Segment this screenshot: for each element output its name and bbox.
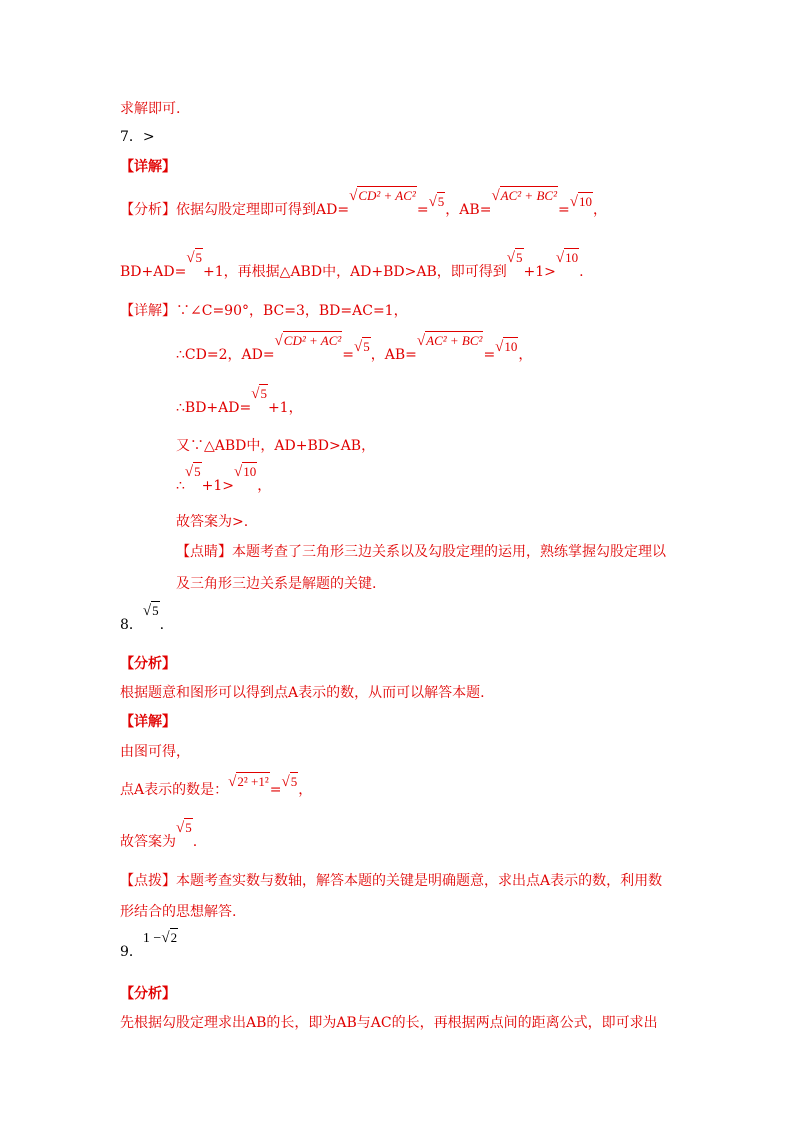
analysis-heading-2: 【分析】 xyxy=(120,986,176,1002)
radical: √5 xyxy=(184,464,201,480)
radical: √10 xyxy=(569,194,592,210)
radical: √5 xyxy=(251,386,267,402)
analysis-line: 【分析】依据勾股定理即可得到AD=√CD² + AC²=√5，AB=√AC² + BC²=√10， xyxy=(120,188,607,218)
radical: √5 xyxy=(186,250,203,266)
radical: √5 xyxy=(142,603,159,619)
comment-line: 【点睛】本题考查了三角形三边关系以及勾股定理的运用，熟练掌握勾股定理以 xyxy=(176,544,666,560)
detail-text-2: 点A表示的数是：√2² +1²=√5， xyxy=(120,774,313,798)
detail-heading: 【详解】 xyxy=(120,714,176,730)
question-7-answer: 7．> xyxy=(120,129,155,145)
analysis-text: 【分析】依据勾股定理即可得到AD= xyxy=(120,202,350,218)
text-line: 求解即可. xyxy=(120,101,181,117)
radical: √CD² + AC² xyxy=(349,188,416,204)
detail-conclusion-2: 故答案为√5. xyxy=(120,820,198,850)
hint-line: 【点拨】本题考查实数与数轴，解答本题的关键是明确题意，求出点A表示的数，利用数 xyxy=(120,873,663,889)
detail-heading: 【详解】 xyxy=(120,159,176,175)
radical: √2 xyxy=(161,930,178,946)
radical: √AC² + BC² xyxy=(416,333,483,349)
radical: √10 xyxy=(555,250,579,266)
detail-line-3: ∴BD+AD=√5+1， xyxy=(176,386,303,416)
question-8-answer: 8．√5. xyxy=(120,603,165,633)
detail-line: 【详解】∵∠C=90°，BC=3，BD=AC=1， xyxy=(120,303,408,319)
detail-line-2: ∴CD=2，AD=√CD² + AC²=√5，AB=√AC² + BC²=√10， xyxy=(176,333,533,363)
question-9-answer: 9．1 −√2 xyxy=(120,930,178,960)
radical: √10 xyxy=(495,339,518,355)
radical: √5 xyxy=(354,339,370,355)
radical: √10 xyxy=(234,464,257,480)
hint-line-2: 形结合的思想解答. xyxy=(120,904,237,920)
radical: √5 xyxy=(428,194,445,210)
radical: √AC² + BC² xyxy=(491,188,557,204)
detail-text: 由图可得， xyxy=(120,744,190,760)
radical: √5 xyxy=(506,250,523,266)
radical: √2² +1² xyxy=(228,774,269,790)
comment-line-2: 及三角形三边关系是解题的关键. xyxy=(176,576,377,592)
detail-line-4: 又∵△ABD中，AD+BD>AB， xyxy=(176,438,376,454)
analysis-text: 根据题意和图形可以得到点A表示的数，从而可以解答本题. xyxy=(120,685,485,701)
radical: √5 xyxy=(176,820,192,836)
analysis-text-2: 先根据勾股定理求出AB的长，即为AB与AC的长，再根据两点间的距离公式，即可求出 xyxy=(120,1015,658,1031)
analysis-line-2: BD+AD=√5+1，再根据△ABD中，AD+BD>AB，即可得到√5+1>√10. xyxy=(120,250,584,280)
detail-conclusion: 故答案为>. xyxy=(176,514,249,530)
analysis-heading: 【分析】 xyxy=(120,656,176,672)
radical: √CD² + AC² xyxy=(274,333,342,349)
detail-line-5: ∴√5+1>√10， xyxy=(176,464,272,494)
radical: √5 xyxy=(281,774,298,790)
